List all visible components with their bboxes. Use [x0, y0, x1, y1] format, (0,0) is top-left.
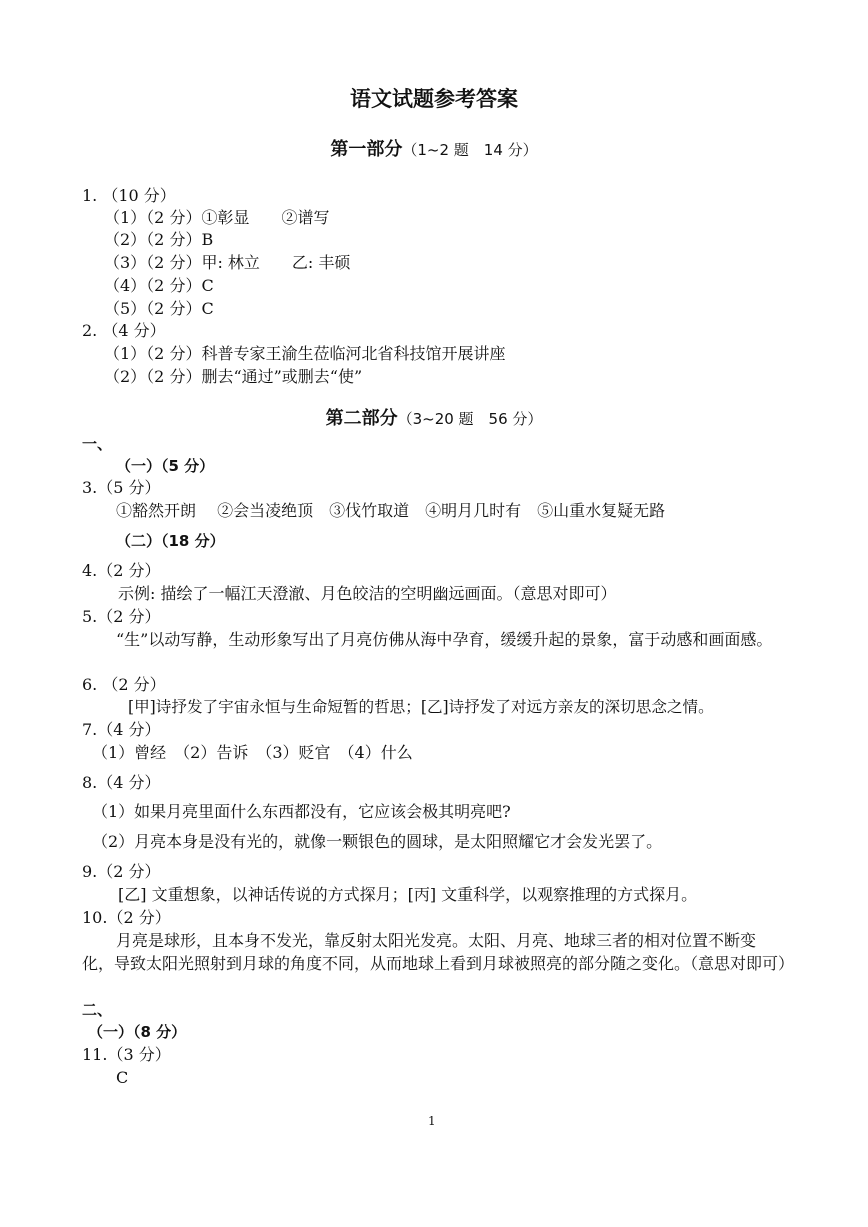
q9-heading: 9.（2 分）: [82, 862, 161, 881]
part1-subtitle: （1~2 题 14 分）: [402, 141, 538, 159]
document-title: 语文试题参考答案: [350, 86, 518, 111]
q8-heading: 8.（4 分）: [82, 773, 161, 792]
part2-subtitle: （3~20 题 56 分）: [397, 410, 543, 428]
q2-item-2: （2）（2 分）删去“通过”或删去“使”: [104, 367, 363, 386]
q6-heading: 6. （2 分）: [82, 675, 166, 694]
page-number: 1: [428, 1114, 436, 1128]
q1-item-4: （4）（2 分）C: [104, 276, 214, 295]
q8-item-1: （1）如果月亮里面什么东西都没有，它应该会极其明亮吧?: [92, 802, 511, 821]
q10-answer: 月亮是球形，且本身不发光，靠反射太阳光发亮。太阳、月亮、地球三者的相对位置不断变化，导致太阳光照射到月球的角度不同，从而地球上看到月球被照亮的部分随之变化。（意思对即可）: [82, 931, 795, 973]
q4-answer: 示例: 描绘了一幅江天澄澈、月色皎洁的空明幽远画面。（意思对即可）: [118, 584, 617, 603]
part1-title: 第一部分: [330, 139, 403, 160]
q1-item-1: （1）（2 分）①彰显 ②谱写: [104, 208, 330, 227]
q7-answer: （1）曾经 （2）告诉 （3）贬官 （4）什么: [92, 743, 413, 762]
q6-answer: [甲]诗抒发了宇宙永恒与生命短暂的哲思；[乙]诗抒发了对远方亲友的深切思念之情。: [128, 698, 714, 716]
section-one-sub-a: （一）（5 分）: [116, 457, 215, 475]
q3-answer: ①豁然开朗 ②会当凌绝顶 ③伐竹取道 ④明月几时有 ⑤山重水复疑无路: [116, 501, 666, 520]
q1-item-3: （3）（2 分）甲: 林立 乙: 丰硕: [104, 253, 351, 272]
q11-answer: C: [116, 1068, 129, 1087]
q1-heading: 1. （10 分）: [82, 186, 176, 205]
section-one-sub-b: （二）（18 分）: [116, 532, 225, 550]
q1-item-2: （2）（2 分）B: [104, 230, 214, 249]
q11-heading: 11.（3 分）: [82, 1045, 171, 1064]
q4-heading: 4.（2 分）: [82, 561, 161, 580]
q2-item-1: （1）（2 分）科普专家王渝生莅临河北省科技馆开展讲座: [104, 344, 506, 363]
q1-item-5: （5）（2 分）C: [104, 299, 214, 318]
part1-heading: [0, 140, 868, 160]
q2-heading: 2. （4 分）: [82, 321, 166, 340]
section-two-label: 二、: [82, 1001, 113, 1019]
part2-heading: [0, 409, 868, 429]
q9-answer: [乙] 文重想象，以神话传说的方式探月；[丙] 文重科学，以观察推理的方式探月。: [118, 885, 698, 904]
q10-heading: 10.（2 分）: [82, 908, 171, 927]
part2-title: 第二部分: [325, 408, 398, 429]
q7-heading: 7.（4 分）: [82, 720, 161, 739]
q8-item-2: （2）月亮本身是没有光的，就像一颗银色的圆球，是太阳照耀它才会发光罢了。: [92, 832, 663, 851]
q5-answer: “生”以动写静，生动形象写出了月亮仿佛从海中孕育，缓缓升起的景象，富于动感和画面感。: [116, 630, 773, 649]
section-one-label: 一、: [82, 435, 113, 453]
q3-heading: 3.（5 分）: [82, 478, 161, 497]
q5-heading: 5.（2 分）: [82, 607, 161, 626]
section-two-sub-a: （一）（8 分）: [88, 1023, 187, 1041]
